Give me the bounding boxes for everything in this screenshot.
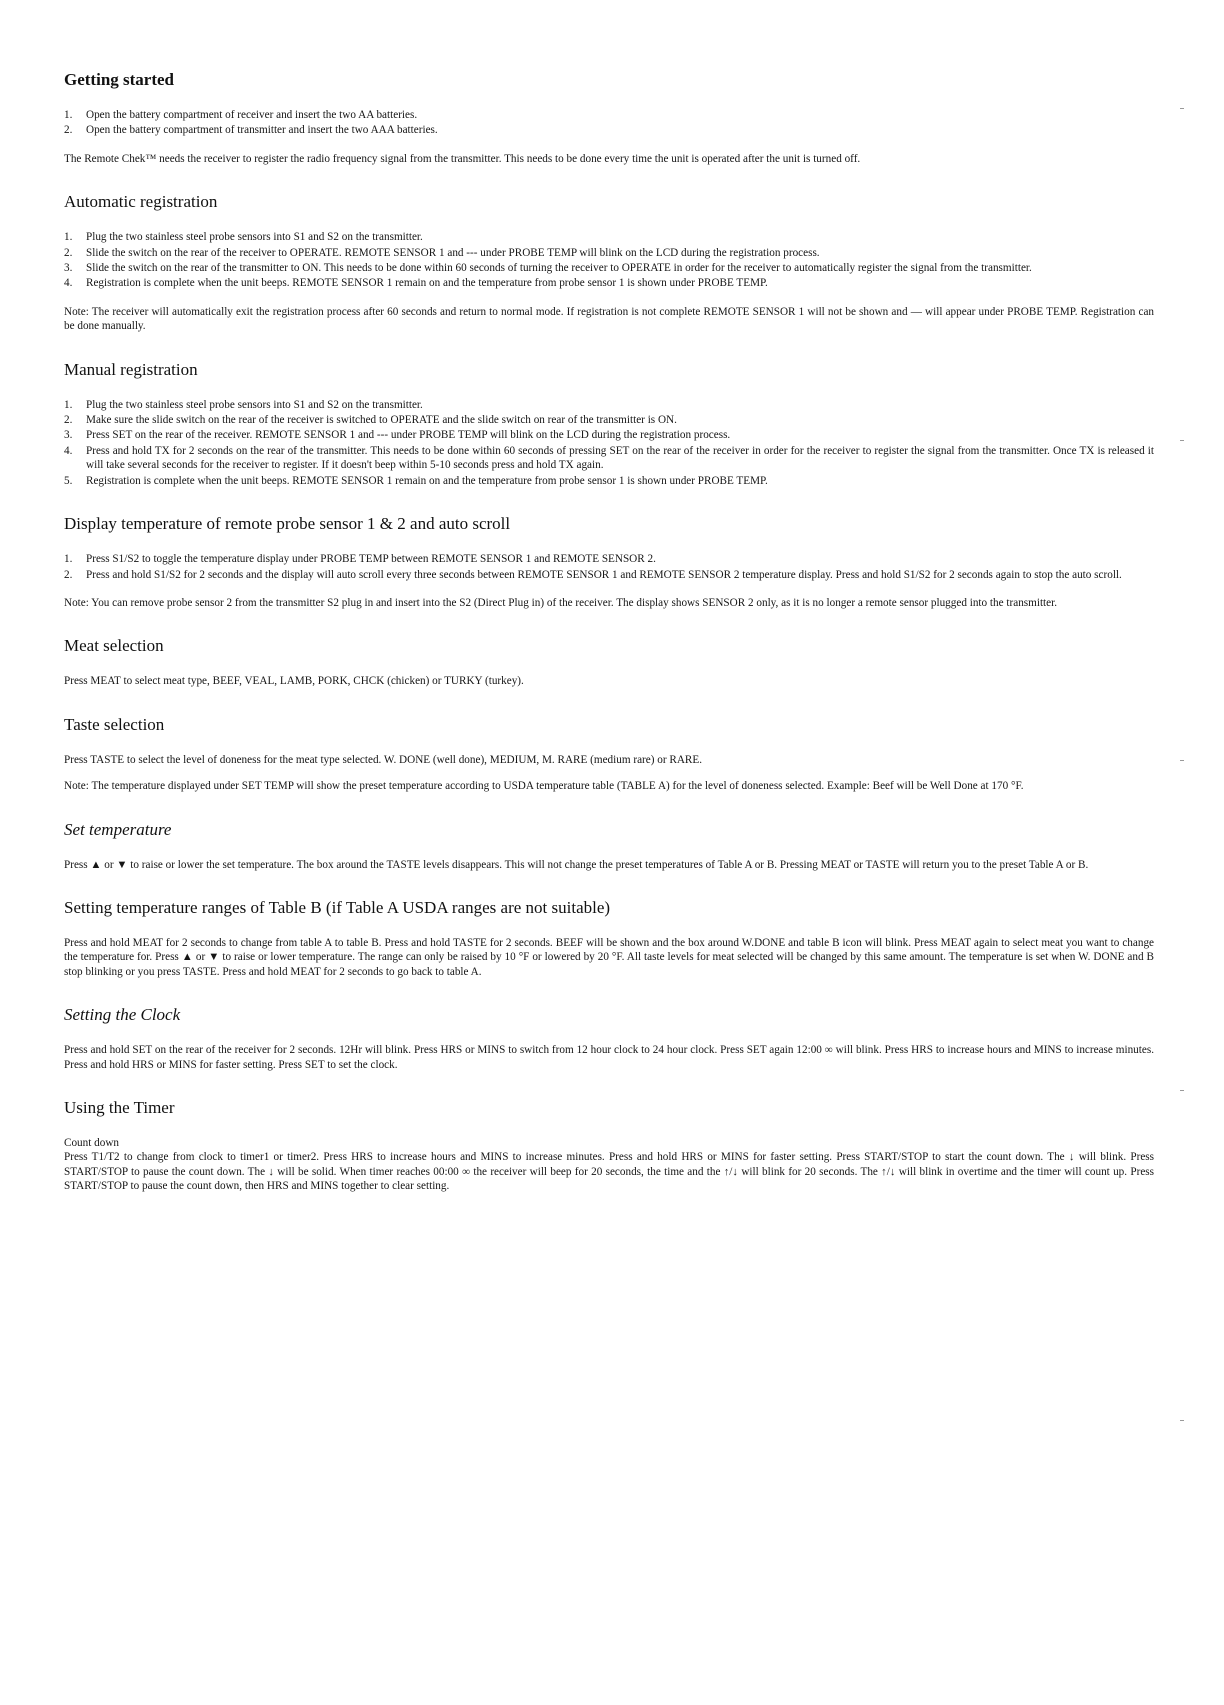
list-item: 3. Slide the switch on the rear of the transmitter to ON. This needs to be done within 60 seconds of turning the receiver to OPERATE in order for the receiver to automatically register the signal from the transmitter. xyxy=(64,262,1032,275)
list-manual-registration xyxy=(64,398,1154,488)
list-item: 4. Registration is complete when the unit beeps. REMOTE SENSOR 1 remain on and the temperature from probe sensor 1 is shown under PROBE TEMP. xyxy=(64,277,768,290)
note-taste-selection: Note: The temperature displayed under SET TEMP will show the preset temperature according to USDA temperature table (TABLE A) for the level of doneness selected. Example: Beef will be Well Done at 170 °F. xyxy=(64,780,1024,793)
section-display-temperature xyxy=(64,514,1154,610)
section-automatic-registration xyxy=(64,192,1154,333)
heading-meat-selection: Meat selection xyxy=(64,636,164,656)
list-item: 3. Press SET on the rear of the receiver. REMOTE SENSOR 1 and --- under PROBE TEMP will blink on the LCD during the registration process. xyxy=(64,429,731,442)
note-automatic-registration: Note: The receiver will automatically exit the registration process after 60 seconds and return to normal mode. If registration is not complete REMOTE SENSOR 1 will not be shown and — will appear under PROBE TEMP. Registration can be done manually. xyxy=(64,305,1154,333)
note-getting-started: The Remote Chek™ needs the receiver to register the radio frequency signal from the transmitter. This needs to be done every time the unit is operated after the unit is turned off. xyxy=(64,152,861,165)
list-item: 2. Open the battery compartment of transmitter and insert the two AAA batteries. xyxy=(64,124,438,137)
list-item: 5. Registration is complete when the unit beeps. REMOTE SENSOR 1 remain on and the temperature from probe sensor 1 is shown under PROBE TEMP. xyxy=(64,474,768,487)
text-using-timer: Press T1/T2 to change from clock to timer1 or timer2. Press HRS to increase hours and MINS to increase minutes. Press and hold HRS or MINS for faster setting. Press START/STOP to start the count down. The ↓ will blink. Press START/STOP to pause the count down. The ↓ will be solid. When timer reaches 00:00 ∞ the receiver will beep for 20 seconds, the time and the ↑/↓ will blink for 20 seconds. The ↑/↓ will blink in overtime and the timer will count up. Press START/STOP to pause the count down, then HRS and MINS together to clear setting. xyxy=(64,1151,1154,1193)
text-taste-selection: Press TASTE to select the level of doneness for the meat type selected. W. DONE (well done), MEDIUM, M. RARE (medium rare) or RARE. xyxy=(64,753,702,766)
heading-getting-started: Getting started xyxy=(64,70,175,89)
section-set-temperature xyxy=(64,820,1154,872)
heading-set-temperature: Set temperature xyxy=(64,819,172,839)
heading-using-timer: Using the Timer xyxy=(64,1097,175,1117)
section-manual-registration xyxy=(64,360,1154,488)
list-item: 1. Plug the two stainless steel probe sensors into S1 and S2 on the transmitter. xyxy=(64,398,423,411)
scan-mark xyxy=(1180,760,1184,761)
list-item: 2. Press and hold S1/S2 for 2 seconds and the display will auto scroll every three seconds between REMOTE SENSOR 1 and REMOTE SENSOR 2 temperature display. Press and hold S1/S2 for 2 seconds again to stop the auto scroll. xyxy=(64,568,1122,581)
list-display-temperature xyxy=(64,552,1154,582)
manual-page xyxy=(64,70,1154,1220)
text-setting-clock: Press and hold SET on the rear of the receiver for 2 seconds. 12Hr will blink. Press HRS or MINS to switch from 12 hour clock to 24 hour clock. Press SET again 12:00 ∞ will blink. Press HRS to increase hours and MINS to increase minutes. Press and hold HRS or MINS for faster setting. Press SET to set the clock. xyxy=(64,1044,1154,1071)
text-setting-ranges: Press and hold MEAT for 2 seconds to change from table A to table B. Press and hold TASTE for 2 seconds. BEEF will be shown and the box around W.DONE and table B icon will blink. Press MEAT again to select meat you want to change the temperature for. Press ▲ or ▼ to raise or lower temperature. The range can only be raised by 10 °F or lowered by 20 °F. All taste levels for meat selected will be changed by this same amount. The temperature is set when W. DONE and B stop blinking or you press TASTE. Press and hold MEAT for 2 seconds to go back to table A. xyxy=(64,936,1154,978)
section-meat-selection xyxy=(64,636,1154,688)
heading-setting-ranges: Setting temperature ranges of Table B (if Table A USDA ranges are not suitable) xyxy=(64,897,611,917)
section-taste-selection xyxy=(64,715,1154,794)
heading-display-temperature: Display temperature of remote probe sensor 1 & 2 and auto scroll xyxy=(64,514,511,534)
scan-mark xyxy=(1180,440,1184,441)
scan-mark xyxy=(1180,108,1184,109)
list-item: 2. Make sure the slide switch on the rear of the receiver is switched to OPERATE and the slide switch on rear of the transmitter is ON. xyxy=(64,414,677,427)
scan-mark xyxy=(1180,1090,1184,1091)
heading-automatic-registration: Automatic registration xyxy=(64,192,218,212)
list-getting-started xyxy=(64,108,1154,138)
section-setting-ranges xyxy=(64,898,1154,979)
list-item: 1. Plug the two stainless steel probe sensors into S1 and S2 on the transmitter. xyxy=(64,231,423,244)
list-item: 4. Press and hold TX for 2 seconds on the rear of the transmitter. This needs to be done within 60 seconds of pressing SET on the rear of the receiver in order for the receiver to register the signal from the transmitter. Once TX is released it will take several seconds for the receiver to register. If it doesn't beep within 5-10 seconds press and hold TX again. xyxy=(64,444,1154,472)
list-automatic-registration xyxy=(64,230,1154,291)
note-display-temperature: Note: You can remove probe sensor 2 from the transmitter S2 plug in and insert into the S2 (Direct Plug in) of the receiver. The display shows SENSOR 2 only, as it is no longer a remote sensor plugged into the transmitter. xyxy=(64,596,1058,609)
list-item: 2. Slide the switch on the rear of the receiver to OPERATE. REMOTE SENSOR 1 and --- under PROBE TEMP will blink on the LCD during the registration process. xyxy=(64,246,820,259)
text-set-temperature: Press ▲ or ▼ to raise or lower the set temperature. The box around the TASTE levels disappears. This will not change the preset temperatures of Table A or B. Pressing MEAT or TASTE will return you to the preset Table A or B. xyxy=(64,858,1089,871)
section-getting-started xyxy=(64,70,1154,166)
list-item: 1. Press S1/S2 to toggle the temperature display under PROBE TEMP between REMOTE SENSOR 1 and REMOTE SENSOR 2. xyxy=(64,553,656,566)
heading-manual-registration: Manual registration xyxy=(64,359,198,379)
section-using-timer xyxy=(64,1098,1154,1194)
heading-setting-clock: Setting the Clock xyxy=(64,1005,181,1025)
text-meat-selection: Press MEAT to select meat type, BEEF, VEAL, LAMB, PORK, CHCK (chicken) or TURKY (turkey). xyxy=(64,675,524,688)
subheading-count-down: Count down xyxy=(64,1136,120,1149)
list-item: 1. Open the battery compartment of receiver and insert the two AA batteries. xyxy=(64,109,418,121)
scan-mark xyxy=(1180,1420,1184,1421)
heading-taste-selection: Taste selection xyxy=(64,714,165,734)
section-setting-clock xyxy=(64,1005,1154,1072)
